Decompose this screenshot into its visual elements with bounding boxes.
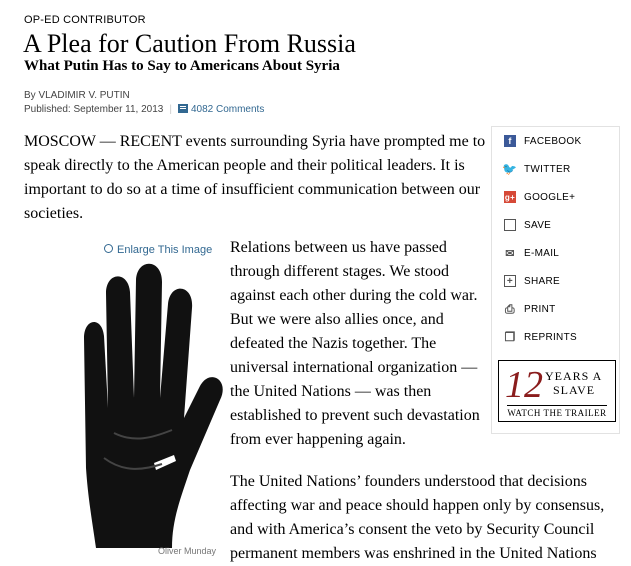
reprints-icon: ❐ [504,330,516,344]
image-credit: Oliver Munday [158,546,217,556]
reprints-button[interactable] [492,323,619,351]
email-button[interactable] [492,239,619,267]
share-label: TWITTER [524,163,571,175]
share-label: SHARE [524,275,560,287]
print-icon: ⎙ [505,301,515,316]
google-plus-icon: g+ [504,192,516,202]
article-headline: A Plea for Caution From Russia [23,29,356,58]
byline: By VLADIMIR V. PUTIN [24,90,130,101]
movie-ad-banner[interactable] [498,360,616,422]
raised-hand-illustration[interactable] [44,258,224,548]
article-subhead: What Putin Has to Say to Americans About Syria [24,58,340,74]
watch-trailer-link[interactable]: WATCH THE TRAILER [507,405,607,418]
twitter-icon: 🐦 [502,162,518,176]
share-button[interactable] [492,267,619,295]
magnifier-icon [104,244,113,253]
divider: | [169,104,172,115]
share-label: SAVE [524,219,552,231]
save-button[interactable] [492,211,619,239]
article-kicker[interactable]: OP-ED CONTRIBUTOR [24,14,146,26]
published-date: Published: September 11, 2013 [24,104,164,115]
ad-number: 12 [505,364,543,406]
article-paragraph: Relations between us have passed through different stages. We stood against each other during the cold war. But we were also allies once, and defeated the Nazis together. The universal international organization — the United Nations — was then established to prevent such devastation from ever happening again. [230,239,480,448]
facebook-icon: f [504,135,516,147]
save-icon [504,219,516,231]
share-google-plus-button[interactable] [492,183,619,211]
email-icon: ✉ [505,247,515,260]
share-label: FACEBOOK [524,135,582,147]
share-facebook-button[interactable] [492,127,619,155]
comment-icon [178,104,188,113]
share-label: PRINT [524,303,556,315]
comments-link[interactable] [178,104,264,115]
enlarge-label: Enlarge This Image [117,244,213,256]
share-label: E-MAIL [524,247,560,259]
comments-count: 4082 Comments [190,104,265,115]
print-button[interactable] [492,295,619,323]
enlarge-image-link[interactable] [104,244,212,256]
share-twitter-button[interactable] [492,155,619,183]
share-label: REPRINTS [524,331,577,343]
publish-info [24,104,264,115]
article-paragraph: MOSCOW — RECENT events surrounding Syria have prompted me to speak directly to the American people and their political leaders. It is important to do so at a time of insufficient communication between our societies. [24,133,486,222]
article-paragraph: The United Nations’ founders understood that decisions affecting war and peace should happen only by consensus, and with America’s consent the veto by Security Council permanent members was enshrined in the United Nations [230,473,605,562]
ad-title-line2: SLAVE [553,383,596,397]
ad-title-line1: YEARS A [545,369,603,383]
share-label: GOOGLE+ [524,191,576,203]
share-icon: + [504,275,516,287]
